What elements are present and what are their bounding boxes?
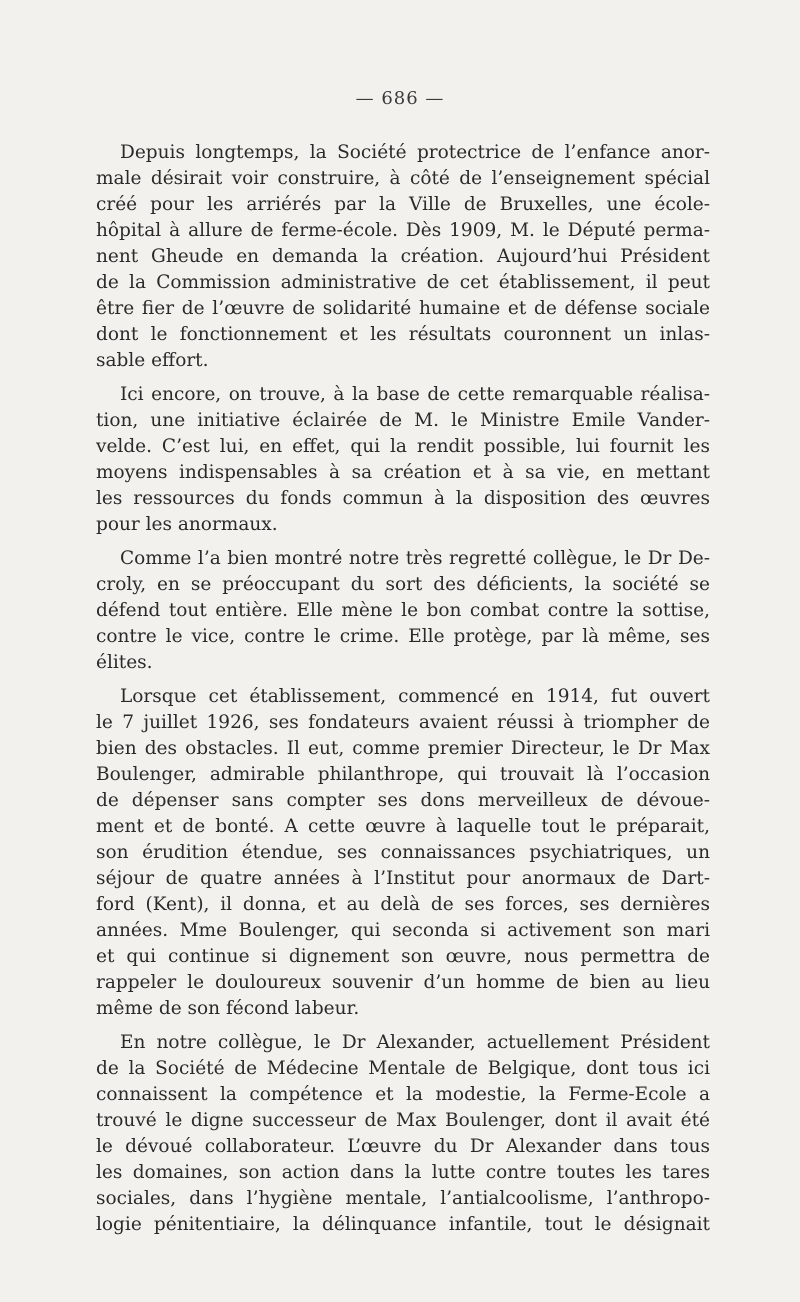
paragraph [96, 684, 710, 1022]
text-line: rappeler le douloureux souvenir d’un homme de bien au lieu [96, 972, 710, 993]
text-line: tion, une initiative éclairée de M. le Ministre Emile Vander- [96, 410, 710, 431]
text-line: velde. C’est lui, en effet, qui la rendit possible, lui fournit les [96, 436, 710, 457]
text-line: ment et de bonté. A cette œuvre à laquelle tout le préparait, [96, 816, 710, 837]
text-line: dont le fonctionnement et les résultats couronnent un inlas- [96, 324, 710, 345]
paragraph [96, 140, 710, 374]
text-line: nent Gheude en demanda la création. Aujourd’hui Président [96, 246, 710, 267]
body-text [96, 140, 710, 1246]
text-line: même de son fécond labeur. [96, 998, 360, 1019]
paragraph [96, 546, 710, 676]
text-line: les domaines, son action dans la lutte contre toutes les tares [96, 1162, 710, 1183]
text-line: En notre collègue, le Dr Alexander, actuellement Président [120, 1032, 710, 1053]
text-line: pour les anormaux. [96, 514, 278, 535]
text-line: de la Commission administrative de cet établissement, il peut [96, 272, 710, 293]
text-line: son érudition étendue, ses connaissances psychiatriques, un [96, 842, 710, 863]
page-number: — 686 — [355, 88, 445, 109]
text-line: bien des obstacles. Il eut, comme premier Directeur, le Dr Max [96, 738, 710, 759]
text-line: de la Société de Médecine Mentale de Belgique, dont tous ici [96, 1058, 710, 1079]
text-line: croly, en se préoccupant du sort des déficients, la société se [96, 574, 710, 595]
text-line: et qui continue si dignement son œuvre, nous permettra de [96, 946, 710, 967]
text-line: moyens indispensables à sa création et à sa vie, en mettant [96, 462, 710, 483]
text-line: connaissent la compétence et la modestie, la Ferme-Ecole a [96, 1084, 710, 1105]
text-line: élites. [96, 652, 153, 673]
text-line: défend tout entière. Elle mène le bon combat contre la sottise, [96, 600, 710, 621]
text-line: Depuis longtemps, la Société protectrice de l’enfance anor- [120, 142, 710, 163]
text-line: créé pour les arriérés par la Ville de Bruxelles, une école- [96, 194, 710, 215]
text-line: logie pénitentiaire, la délinquance infantile, tout le désignait [96, 1214, 710, 1235]
text-line: années. Mme Boulenger, qui seconda si activement son mari [96, 920, 710, 941]
text-line: les ressources du fonds commun à la disposition des œuvres [96, 488, 710, 509]
text-line: le dévoué collaborateur. L’œuvre du Dr Alexander dans tous [96, 1136, 710, 1157]
text-line: être fier de l’œuvre de solidarité humaine et de défense sociale [96, 298, 710, 319]
text-line: Ici encore, on trouve, à la base de cette remarquable réalisa- [120, 384, 710, 405]
text-line: Boulenger, admirable philanthrope, qui trouvait là l’occasion [96, 764, 710, 785]
text-line: contre le vice, contre le crime. Elle protège, par là même, ses [96, 626, 710, 647]
text-line: Comme l’a bien montré notre très regretté collègue, le Dr De- [120, 548, 710, 569]
text-line: sociales, dans l’hygiène mentale, l’antialcoolisme, l’anthropo- [96, 1188, 710, 1209]
paragraph [96, 1030, 710, 1238]
text-line: male désirait voir construire, à côté de l’enseignement spécial [96, 168, 710, 189]
text-line: hôpital à allure de ferme-école. Dès 1909, M. le Député perma- [96, 220, 710, 241]
text-line: trouvé le digne successeur de Max Boulenger, dont il avait été [96, 1110, 710, 1131]
text-line: de dépenser sans compter ses dons merveilleux de dévoue- [96, 790, 710, 811]
text-line: le 7 juillet 1926, ses fondateurs avaient réussi à triompher de [96, 712, 710, 733]
text-line: Lorsque cet établissement, commencé en 1914, fut ouvert [120, 686, 710, 707]
text-line: ford (Kent), il donna, et au delà de ses forces, ses dernières [96, 894, 710, 915]
paragraph [96, 382, 710, 538]
text-line: séjour de quatre années à l’Institut pour anormaux de Dart- [96, 868, 710, 889]
text-line: sable effort. [96, 350, 209, 371]
